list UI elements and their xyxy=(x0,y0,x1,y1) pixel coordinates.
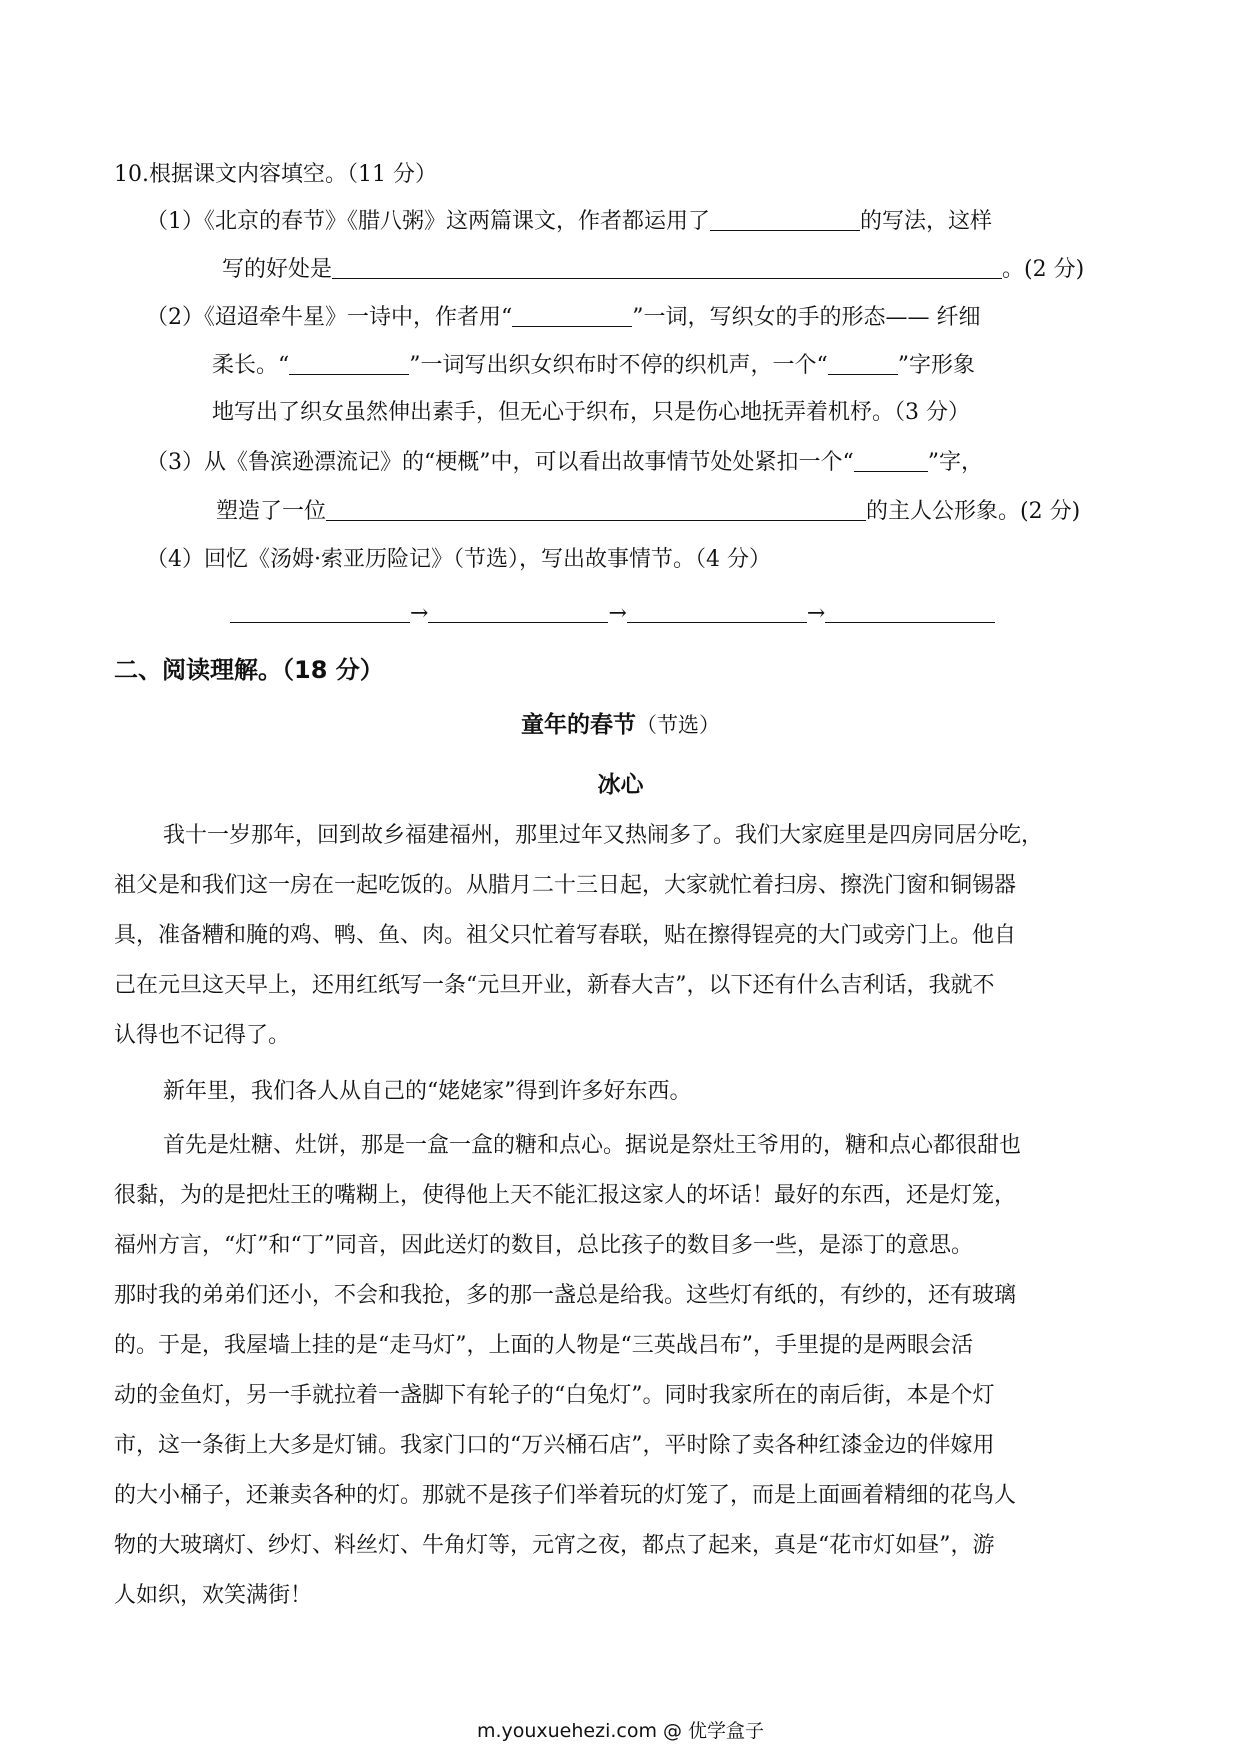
q10-item-2-cont2: 地写出了织女虽然伸出素手，但无心于织布，只是伤心地抚弄着机杼。（3 分） xyxy=(212,400,970,425)
text: （2）《迢迢牵牛星》一诗中，作者用“ xyxy=(146,305,513,330)
blank[interactable] xyxy=(854,447,928,472)
passage-line: 很黏，为的是把灶王的嘴糊上，使得他上天不能汇报这家人的坏话！最好的东西，还是灯笼， xyxy=(114,1183,1017,1208)
blank[interactable] xyxy=(289,350,409,375)
blank[interactable] xyxy=(332,254,1002,279)
passage-line: 市，这一条街上大多是灯铺。我家门口的“万兴桶石店”，平时除了卖各种红漆金边的伴嫁用 xyxy=(114,1433,995,1458)
passage-line: 福州方言，“灯”和“丁”同音，因此送灯的数目，总比孩子的数目多一些，是添丁的意思。 xyxy=(114,1233,973,1258)
q10-item-3 xyxy=(146,447,983,478)
passage-line: 认得也不记得了。 xyxy=(114,1023,291,1048)
blank[interactable] xyxy=(627,598,807,623)
q10-item-1 xyxy=(146,206,992,237)
text: 写的好处是 xyxy=(222,257,333,282)
blank[interactable] xyxy=(512,302,632,327)
passage-line: 具，准备糟和腌的鸡、鸭、鱼、肉。祖父只忙着写春联，贴在擦得锃亮的大门或旁门上。他自 xyxy=(114,923,1017,948)
passage-author: 冰心 xyxy=(597,772,644,798)
blank[interactable] xyxy=(428,598,608,623)
passage-line: 动的金鱼灯，另一手就拉着一盏脚下有轮子的“白兔灯”。同时我家所在的南后街，本是个灯 xyxy=(114,1383,995,1408)
passage-line: 新年里，我们各人从自己的“姥姥家”得到许多好东西。 xyxy=(163,1079,692,1104)
q10-item-3-cont xyxy=(216,496,1080,527)
text: ”一词，写织女的手的形态—— 纤细 xyxy=(632,305,981,330)
text: ”字， xyxy=(927,450,983,475)
blank[interactable] xyxy=(230,598,410,623)
passage-line: 物的大玻璃灯、纱灯、料丝灯、牛角灯等，元宵之夜，都点了起来，真是“花市灯如昼”，游 xyxy=(114,1533,995,1558)
section-2-heading: 二、阅读理解。（18 分） xyxy=(114,656,384,684)
arrow: → xyxy=(608,601,627,626)
passage-line: 首先是灶糖、灶饼，那是一盒一盒的糖和点心。据说是祭灶王爷用的，糖和点心都很甜也 xyxy=(163,1133,1022,1158)
q10-item-2 xyxy=(146,302,981,333)
text: 的主人公形象。(2 分) xyxy=(866,499,1081,524)
title-note: （节选） xyxy=(636,713,720,737)
passage-line: 祖父是和我们这一房在一起吃饭的。从腊月二十三日起，大家就忙着扫房、擦洗门窗和铜锡器 xyxy=(114,873,1017,898)
footer-watermark: m.youxuehezi.com @ 优学盒子 xyxy=(476,1720,765,1742)
text: （1）《北京的春节》《腊八粥》这两篇课文，作者都运用了 xyxy=(146,209,710,234)
passage-line: 我十一岁那年，回到故乡福建福州，那里过年又热闹多了。我们大家庭里是四房同居分吃， xyxy=(163,823,1044,848)
passage-line: 人如织，欢笑满街！ xyxy=(114,1583,313,1608)
blank[interactable] xyxy=(825,598,995,623)
blank[interactable] xyxy=(828,350,898,375)
passage-line: 己在元旦这天早上，还用红纸写一条“元旦开业，新春大吉”，以下还有什么吉利话，我就不 xyxy=(114,973,995,998)
title-text: 童年的春节 xyxy=(521,712,636,738)
text: （3）从《鲁滨逊漂流记》的“梗概”中，可以看出故事情节处处紧扣一个“ xyxy=(146,450,854,475)
q10-item-1-cont xyxy=(222,254,1084,285)
q10-item-4: （4）回忆《汤姆·索亚历险记》（节选），写出故事情节。（4 分） xyxy=(146,547,771,572)
blank[interactable] xyxy=(710,206,860,231)
q10-item-2-cont xyxy=(212,350,975,381)
blank[interactable] xyxy=(326,496,866,521)
text: ”一词写出织女织布时不停的织机声，一个“ xyxy=(409,353,828,378)
text: 柔长。“ xyxy=(212,353,290,378)
passage-line: 的大小桶子，还兼卖各种的灯。那就不是孩子们举着玩的灯笼了，而是上面画着精细的花鸟人 xyxy=(114,1483,1017,1508)
passage-title xyxy=(0,710,1241,741)
text: ”字形象 xyxy=(897,353,975,378)
text: 塑造了一位 xyxy=(216,499,327,524)
passage-line: 的。于是，我屋墙上挂的是“走马灯”，上面的人物是“三英战吕布”，手里提的是两眼会活 xyxy=(114,1333,973,1358)
arrow: → xyxy=(410,601,429,626)
passage-line: 那时我的弟弟们还小，不会和我抢，多的那一盏总是给我。这些灯有纸的，有纱的，还有玻璃 xyxy=(114,1283,1017,1308)
arrow: → xyxy=(806,601,826,626)
question-10-title: 10.根据课文内容填空。（11 分） xyxy=(114,162,437,187)
text: 。(2 分) xyxy=(1002,257,1085,282)
story-sequence xyxy=(230,598,995,629)
text: 的写法，这样 xyxy=(860,209,993,234)
